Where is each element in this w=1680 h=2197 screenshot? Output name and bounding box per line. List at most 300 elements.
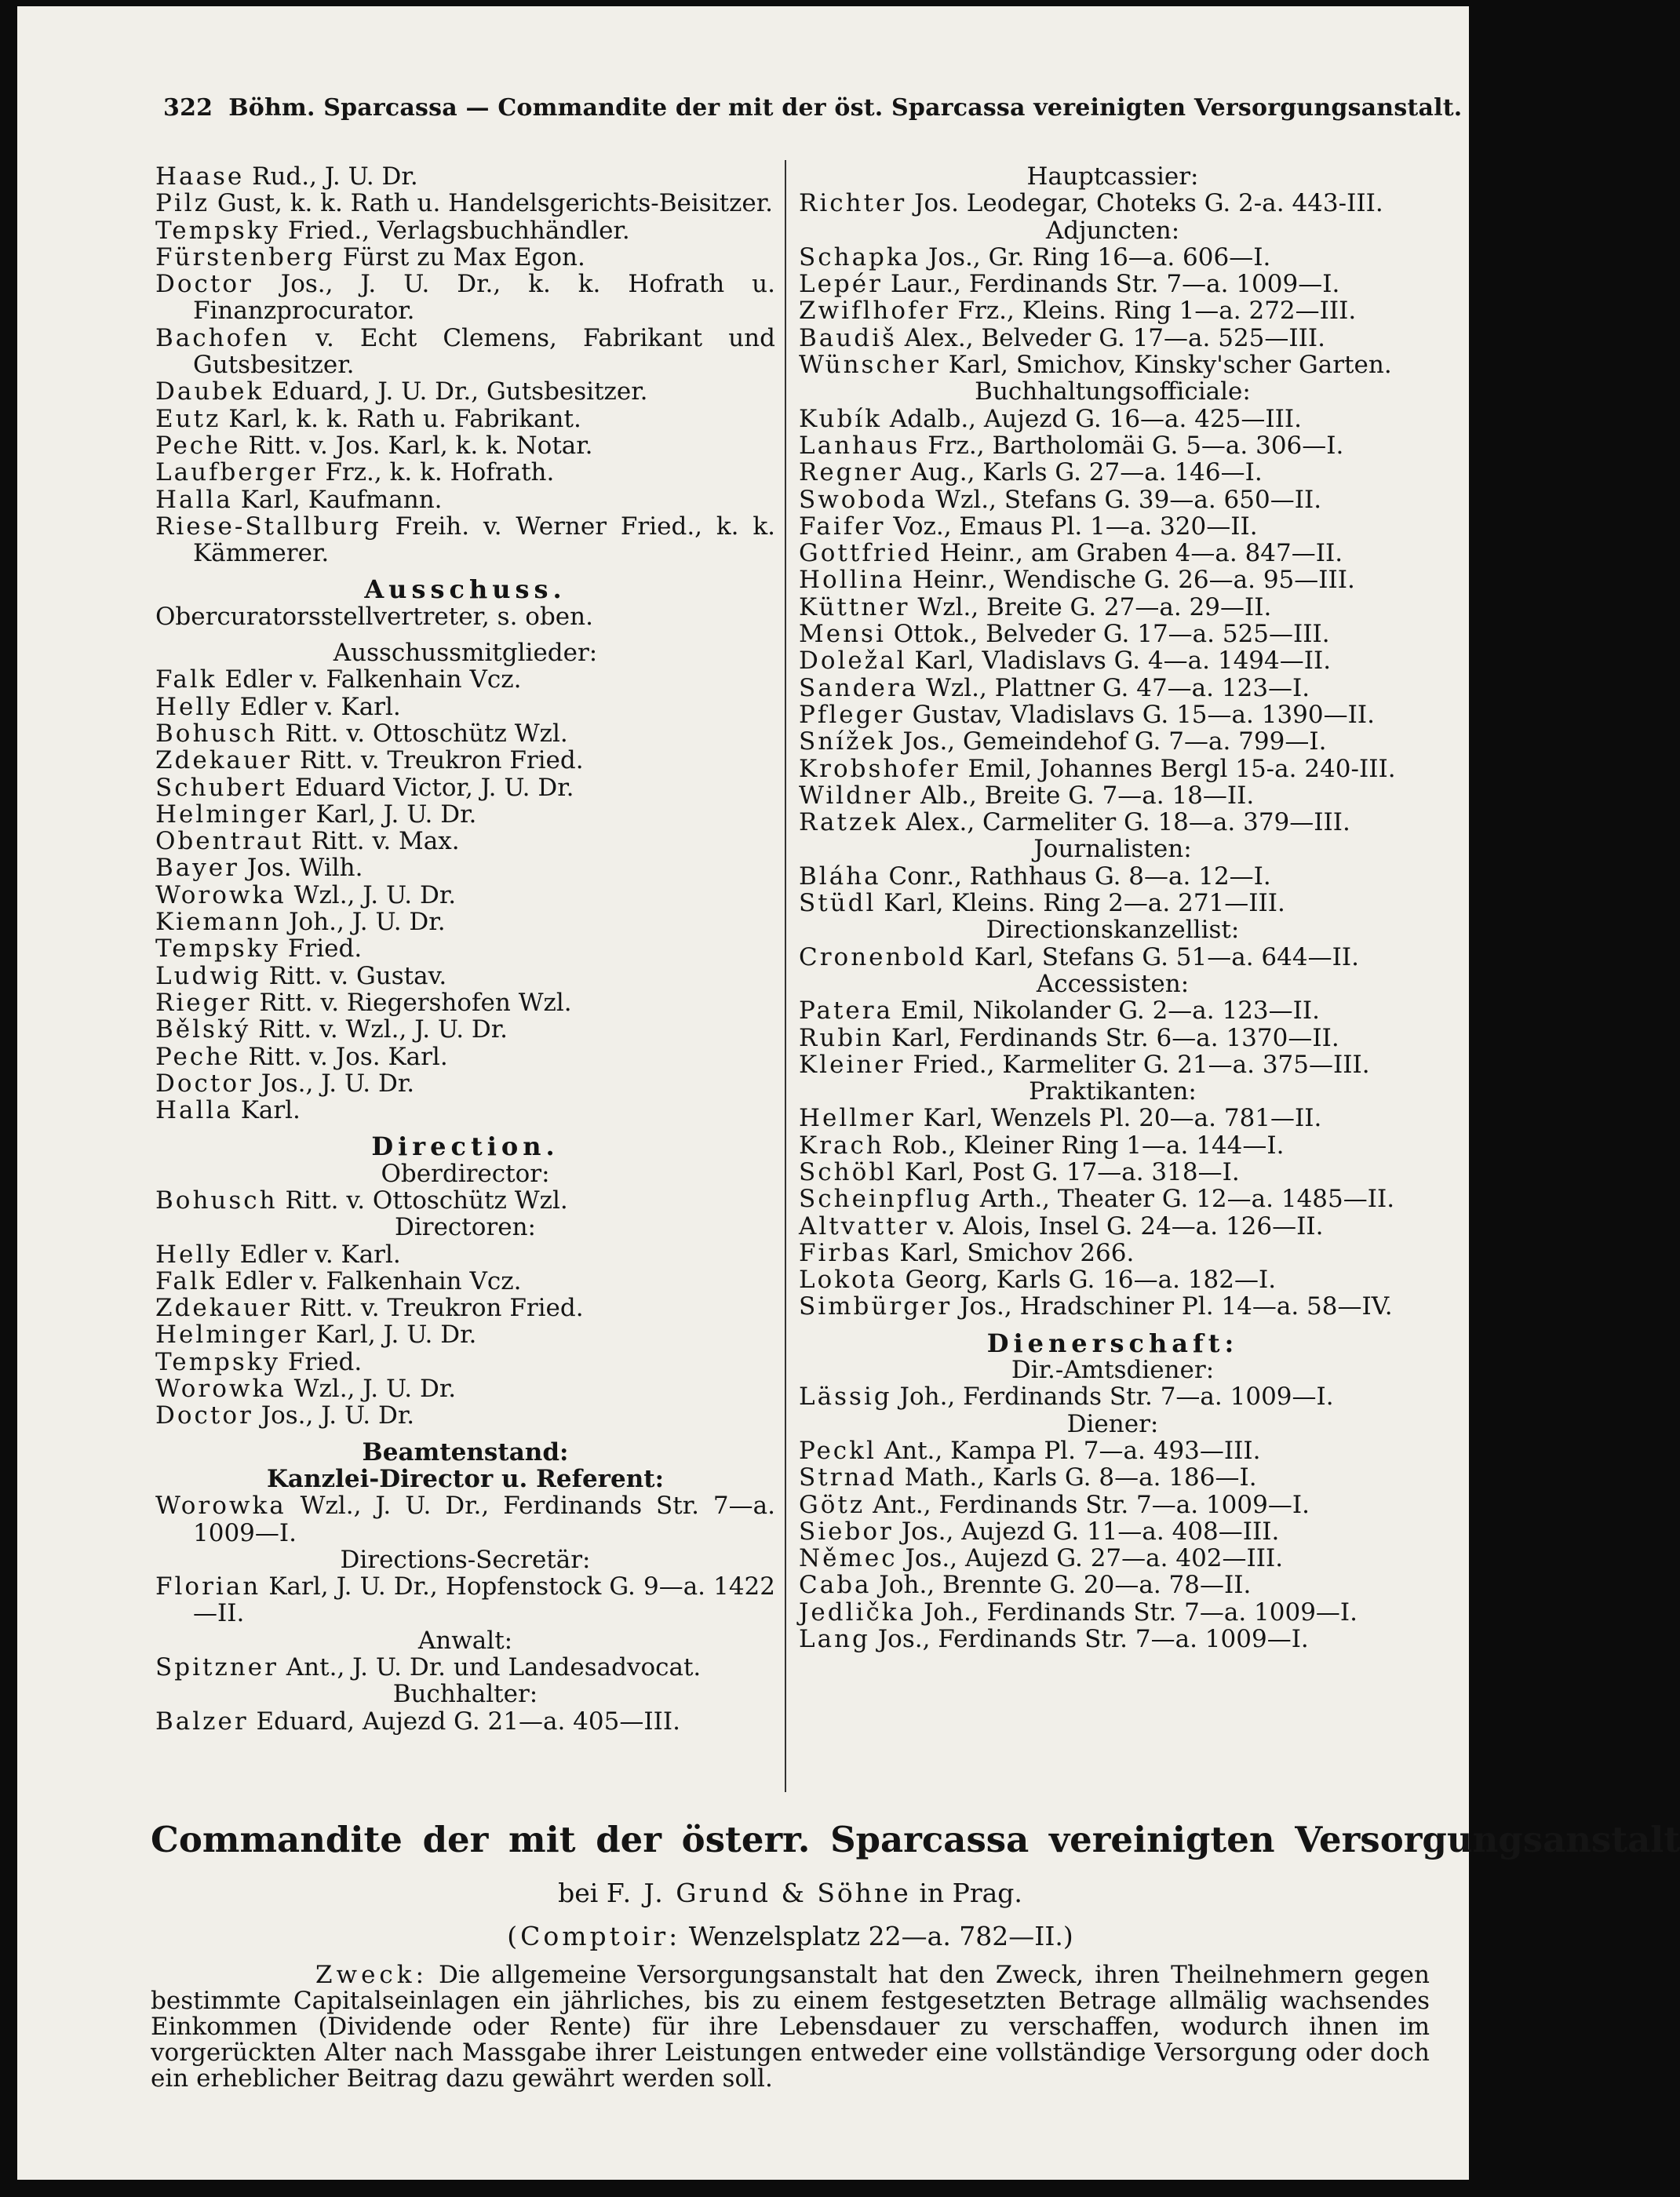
comptoir-line xyxy=(151,1921,1430,1951)
list-entry xyxy=(799,1572,1427,1598)
entry-details: Jos., Aujezd G. 11—a. 408—III. xyxy=(901,1517,1280,1546)
anwalt-list xyxy=(155,1654,775,1681)
entry-name: Lokota xyxy=(799,1266,898,1295)
entry-details: Karl. xyxy=(240,1096,301,1125)
list-entry xyxy=(155,1070,775,1097)
list-entry xyxy=(155,720,775,747)
entry-name: Falk xyxy=(155,665,217,694)
list-entry xyxy=(799,1383,1427,1410)
entry-name: Jedlička xyxy=(799,1598,917,1627)
entry-name: Halla xyxy=(155,1096,233,1125)
entry-name: Bohusch xyxy=(155,719,278,748)
entry-name: Peche xyxy=(155,1042,241,1071)
entry-name: Firbas xyxy=(799,1238,892,1267)
firm-name: F. J. Grund & Söhne xyxy=(606,1878,911,1908)
list-entry xyxy=(799,297,1427,324)
right-column xyxy=(799,163,1427,1652)
list-entry xyxy=(799,406,1427,432)
heading-amtsdiener: Dir.-Amtsdiener: xyxy=(1011,1356,1215,1385)
entry-details: Karl, Smichov, Kinsky'scher Garten. xyxy=(948,351,1392,380)
list-entry xyxy=(799,621,1427,647)
header-title: Böhm. Sparcassa — Commandite der mit der öst. Sparcassa vereinigten Versorgungsanstalt. xyxy=(228,94,1463,122)
list-entry xyxy=(155,1295,775,1321)
entry-name: Doctor xyxy=(155,1401,253,1430)
entry-name: Lässig xyxy=(799,1383,892,1412)
entry-name: Lang xyxy=(799,1625,870,1654)
entry-details: Eduard, Aujezd G. 21—a. 405—III. xyxy=(256,1707,680,1736)
hauptcassier-list xyxy=(799,190,1427,217)
document-page xyxy=(17,6,1680,2180)
entry-details: Ritt. v. Jos. Karl. xyxy=(248,1042,448,1071)
entry-details: Emil, Nikolander G. 2—a. 123—II. xyxy=(900,996,1320,1026)
heading-journalisten: Journalisten: xyxy=(1033,835,1192,864)
list-entry xyxy=(155,1654,775,1681)
entry-details: Wzl., J. U. Dr., Ferdinands Str. 7—a. 1009—I. xyxy=(193,1492,775,1547)
list-entry xyxy=(799,1599,1427,1626)
entry-name: Peche xyxy=(155,431,241,460)
entry-name: Kleiner xyxy=(799,1050,906,1079)
list-entry xyxy=(155,989,775,1016)
entry-details: Alex., Carmeliter G. 18—a. 379—III. xyxy=(906,808,1350,837)
entry-details: Jos. Wilh. xyxy=(246,854,363,883)
heading-oberdirector: Oberdirector: xyxy=(381,1159,550,1188)
adjuncten-list xyxy=(799,244,1427,378)
entry-name: Haase xyxy=(155,162,245,191)
buchhaltung-list xyxy=(799,406,1427,836)
kanzellist-list xyxy=(799,944,1427,971)
section-title-ausschuss: Ausschuss. xyxy=(364,574,567,605)
entry-name: Ratzek xyxy=(799,808,898,837)
comptoir-label: (Comptoir: xyxy=(507,1921,681,1951)
list-entry xyxy=(155,1349,775,1375)
column-divider xyxy=(785,160,786,1792)
entry-details: Karl, J. U. Dr. xyxy=(315,1321,477,1350)
directoren-list xyxy=(155,1241,775,1430)
list-entry xyxy=(155,1097,775,1124)
entry-name: Scheinpflug xyxy=(799,1185,972,1214)
commandite-subtitle xyxy=(151,1878,1430,1908)
oberdirector-list xyxy=(155,1187,775,1214)
entry-details: Gust, k. k. Rath u. Handelsgerichts-Beisitzer. xyxy=(217,189,774,218)
entry-details: Jos., Ferdinands Str. 7—a. 1009—I. xyxy=(877,1625,1309,1654)
list-entry xyxy=(799,809,1427,836)
list-entry xyxy=(155,854,775,881)
running-header xyxy=(163,94,1463,122)
entry-details: Edler v. Karl. xyxy=(239,1240,401,1269)
entry-name: Swoboda xyxy=(799,485,928,514)
entry-name: Helly xyxy=(155,1240,232,1269)
entry-details: Ritt. v. Ottoschütz Wzl. xyxy=(285,1186,568,1215)
entry-details: Karl, J. U. Dr., Hopfenstock G. 9—a. 1422—II. xyxy=(193,1572,775,1628)
list-entry xyxy=(799,486,1427,513)
list-entry xyxy=(155,1375,775,1402)
entry-name: Tempsky xyxy=(155,1347,281,1376)
entry-name: Simbürger xyxy=(799,1292,953,1321)
list-entry xyxy=(155,190,775,217)
list-entry xyxy=(799,647,1427,674)
entry-details: Karl, Post G. 17—a. 318—I. xyxy=(904,1157,1240,1186)
entry-name: Bayer xyxy=(155,854,239,883)
entry-details: Voz., Emaus Pl. 1—a. 320—II. xyxy=(893,512,1258,541)
kanzlei-list xyxy=(155,1492,775,1547)
entry-details: Wzl., Plattner G. 47—a. 123—I. xyxy=(926,673,1310,702)
entry-details: Edler v. Falkenhain Vcz. xyxy=(224,1266,522,1295)
entry-name: Altvatter xyxy=(799,1211,929,1241)
entry-name: Kiemann xyxy=(155,908,282,937)
entry-name: Doctor xyxy=(155,270,253,299)
heading-buchhaltungsofficiale: Buchhaltungsofficiale: xyxy=(975,377,1251,406)
entry-details: Wzl., J. U. Dr. xyxy=(293,1375,457,1404)
entry-details: Jos. Leodegar, Choteks G. 2-a. 443-III. xyxy=(914,189,1383,218)
list-entry xyxy=(155,271,775,325)
list-entry xyxy=(799,944,1427,971)
entry-name: Wildner xyxy=(799,781,913,810)
entry-details: Ritt. v. Treukron Fried. xyxy=(300,746,584,775)
entry-name: Siebor xyxy=(799,1517,894,1546)
list-entry xyxy=(799,190,1427,217)
entry-details: Joh., Brennte G. 20—a. 78—II. xyxy=(879,1571,1252,1600)
entry-details: Jos., J. U. Dr., k. k. Hofrath u. Finanzprocurator. xyxy=(193,270,775,326)
entry-name: Krach xyxy=(799,1131,884,1160)
left-column xyxy=(155,163,775,1735)
list-entry xyxy=(799,701,1427,728)
list-entry xyxy=(799,1105,1427,1131)
entry-name: Mensi xyxy=(799,620,886,649)
entry-name: Němec xyxy=(799,1544,898,1573)
list-entry xyxy=(799,540,1427,567)
entry-name: Zdekauer xyxy=(155,746,293,775)
heading-accessisten: Accessisten: xyxy=(1036,969,1190,998)
list-entry xyxy=(799,1159,1427,1186)
entry-name: Daubek xyxy=(155,377,264,406)
entry-name: Zdekauer xyxy=(155,1294,293,1323)
list-entry xyxy=(155,801,775,828)
entry-name: Ludwig xyxy=(155,961,261,990)
entry-name: Spitzner xyxy=(155,1653,279,1682)
secretaer-list xyxy=(155,1573,775,1627)
entry-name: Doležal xyxy=(799,647,907,676)
entry-details: Gustav, Vladislavs G. 15—a. 1390—II. xyxy=(912,700,1375,729)
entry-details: Aug., Karls G. 27—a. 146—I. xyxy=(910,458,1263,487)
list-entry xyxy=(155,1016,775,1043)
entry-name: Worowka xyxy=(155,1492,286,1521)
list-entry xyxy=(155,1492,775,1547)
entry-name: Florian xyxy=(155,1572,261,1601)
entry-name: Doctor xyxy=(155,1069,253,1098)
entry-name: Helminger xyxy=(155,1321,308,1350)
list-entry xyxy=(155,163,775,190)
heading-adjuncten: Adjuncten: xyxy=(1045,216,1180,245)
entry-name: Schöbl xyxy=(799,1157,897,1186)
list-entry xyxy=(799,728,1427,755)
list-entry xyxy=(799,1464,1427,1491)
curators-list xyxy=(155,163,775,567)
list-entry xyxy=(799,459,1427,486)
entry-details: Conr., Rathhaus G. 8—a. 12—I. xyxy=(888,862,1271,891)
entry-name: Gottfried xyxy=(799,539,932,568)
subtitle-suffix: in Prag. xyxy=(919,1878,1022,1908)
entry-name: Patera xyxy=(799,996,894,1026)
entry-details: Eduard Victor, J. U. Dr. xyxy=(294,773,574,802)
entry-details: Karl, Kaufmann. xyxy=(240,485,443,514)
entry-details: Math., Karls G. 8—a. 186—I. xyxy=(904,1463,1257,1492)
praktikanten-list xyxy=(799,1105,1427,1320)
entry-details: Ritt. v. Wzl., J. U. Dr. xyxy=(258,1015,508,1044)
entry-details: Karl, Smichov 266. xyxy=(899,1238,1135,1267)
list-entry xyxy=(155,513,775,567)
entry-details: Freih. v. Werner Fried., k. k. Kämmerer. xyxy=(193,512,775,568)
list-entry xyxy=(155,909,775,935)
entry-details: Jos., Aujezd G. 27—a. 402—III. xyxy=(905,1544,1284,1573)
list-entry xyxy=(155,1187,775,1214)
entry-name: Wünscher xyxy=(799,351,941,380)
heading-hauptcassier: Hauptcassier: xyxy=(1026,162,1199,191)
zweck-label: Zweck: xyxy=(315,1961,428,1989)
commandite-title: Commandite der mit der österr. Sparcassa vereinigten Versorgungsanstalt xyxy=(151,1819,1680,1860)
list-entry xyxy=(155,1708,775,1735)
entry-name: Tempsky xyxy=(155,935,281,964)
section-title-dienerschaft: Dienerschaft: xyxy=(986,1328,1239,1358)
entry-details: Frz., k. k. Hofrath. xyxy=(325,458,555,487)
list-entry xyxy=(799,1186,1427,1212)
entry-name: Bachofen xyxy=(155,323,290,352)
list-entry xyxy=(799,782,1427,809)
entry-details: Ritt. v. Jos. Karl, k. k. Notar. xyxy=(248,431,593,460)
ausschussmitglieder-list xyxy=(155,666,775,1124)
entry-details: Heinr., Wendische G. 26—a. 95—III. xyxy=(912,566,1355,595)
comptoir-address: Wenzelsplatz 22—a. 782—II.) xyxy=(688,1921,1073,1951)
entry-details: Ritt. v. Riegershofen Wzl. xyxy=(259,988,572,1017)
list-entry xyxy=(799,1132,1427,1159)
entry-details: Fried. xyxy=(287,1347,363,1376)
entry-name: Faifer xyxy=(799,512,886,541)
zweck-text: Die allgemeine Versorgungsanstalt hat den Zweck, ihren Theilnehmern gegen bestimmte Capitalseinlagen ein jährliches, bis zu einem festgesetzten Betrage allmälig wachsendes Einkommen (Dividende oder Rente) für ihre Lebensdauer zu verschaffen, wodurch ihnen im vorgerückten Alter nach Massgabe ihrer Leistungen entweder eine vollständige Versorgung oder doch ein erheblicher Beitrag dazu gewährt werden soll. xyxy=(151,1961,1430,2093)
journalisten-list xyxy=(799,863,1427,917)
entry-details: Laur., Ferdinands Str. 7—a. 1009—I. xyxy=(890,270,1340,299)
entry-details: Joh., Ferdinands Str. 7—a. 1009—I. xyxy=(923,1598,1358,1627)
entry-details: Karl, Ferdinands Str. 6—a. 1370—II. xyxy=(891,1023,1339,1052)
entry-name: Balzer xyxy=(155,1707,249,1736)
subtitle-prefix: bei xyxy=(558,1878,599,1908)
list-entry xyxy=(155,432,775,459)
entry-details: Wzl., J. U. Dr. xyxy=(293,880,457,909)
entry-name: Krobshofer xyxy=(799,754,960,783)
list-entry xyxy=(155,747,775,774)
diener-list xyxy=(799,1437,1427,1652)
list-entry xyxy=(799,432,1427,459)
entry-details: Fried., Karmeliter G. 21—a. 375—III. xyxy=(913,1050,1370,1079)
entry-details: Alb., Breite G. 7—a. 18—II. xyxy=(920,781,1255,810)
buchhalter-list xyxy=(155,1708,775,1735)
list-entry xyxy=(799,352,1427,378)
list-entry xyxy=(155,1268,775,1295)
zweck-paragraph xyxy=(151,1962,1430,2092)
entry-details: Karl, Stefans G. 51—a. 644—II. xyxy=(974,942,1359,971)
heading-beamtenstand: Beamtenstand: xyxy=(362,1437,569,1466)
list-entry xyxy=(799,1437,1427,1464)
entry-name: Hellmer xyxy=(799,1104,916,1133)
entry-name: Regner xyxy=(799,458,903,487)
list-entry xyxy=(799,1545,1427,1572)
entry-name: Kubík xyxy=(799,404,882,433)
entry-details: Jos., Gr. Ring 16—a. 606—I. xyxy=(928,242,1271,271)
entry-name: Snížek xyxy=(799,727,895,756)
page-number: 322 xyxy=(163,94,213,122)
heading-directionskanzellist: Directionskanzellist: xyxy=(986,916,1240,945)
list-entry xyxy=(155,378,775,405)
entry-name: Tempsky xyxy=(155,216,281,245)
entry-name: Lepér xyxy=(799,270,883,299)
entry-details: Ant., Ferdinands Str. 7—a. 1009—I. xyxy=(873,1490,1310,1519)
heading-directions-secretaer: Directions-Secretär: xyxy=(340,1545,591,1574)
entry-name: Helly xyxy=(155,692,232,721)
list-entry xyxy=(155,459,775,486)
list-entry xyxy=(799,1626,1427,1652)
list-entry xyxy=(799,997,1427,1024)
entry-name: Baudiš xyxy=(799,323,897,352)
list-entry xyxy=(799,1518,1427,1545)
heading-ausschussmitglieder: Ausschussmitglieder: xyxy=(333,639,598,668)
entry-details: v. Alois, Insel G. 24—a. 126—II. xyxy=(936,1211,1324,1241)
entry-name: Lanhaus xyxy=(799,431,920,460)
list-entry xyxy=(155,244,775,271)
entry-details: Heinr., am Graben 4—a. 847—II. xyxy=(939,539,1343,568)
section-title-direction: Direction. xyxy=(371,1131,559,1162)
heading-diener: Diener: xyxy=(1066,1409,1159,1438)
entry-name: Peckl xyxy=(799,1436,876,1465)
entry-details: Adalb., Aujezd G. 16—a. 425—III. xyxy=(889,404,1302,433)
list-entry xyxy=(155,828,775,854)
list-entry xyxy=(155,1321,775,1348)
list-entry xyxy=(155,935,775,962)
entry-details: Fürst zu Max Egon. xyxy=(342,242,585,271)
list-entry xyxy=(155,1573,775,1627)
entry-name: Rieger xyxy=(155,988,252,1017)
entry-details: Karl, J. U. Dr. xyxy=(315,800,477,829)
list-entry xyxy=(155,1241,775,1268)
entry-name: Hollina xyxy=(799,566,905,595)
entry-details: Jos., Hradschiner Pl. 14—a. 58—IV. xyxy=(960,1292,1393,1321)
entry-details: Ritt. v. Max. xyxy=(311,827,460,856)
list-entry xyxy=(155,1044,775,1070)
entry-name: Halla xyxy=(155,485,233,514)
entry-details: Karl, Wenzels Pl. 20—a. 781—II. xyxy=(923,1104,1322,1133)
entry-name: Küttner xyxy=(799,592,910,621)
heading-kanzlei-director: Kanzlei-Director u. Referent: xyxy=(266,1464,665,1493)
list-entry xyxy=(799,890,1427,916)
entry-details: Karl, Vladislavs G. 4—a. 1494—II. xyxy=(914,647,1332,676)
entry-details: Frz., Kleins. Ring 1—a. 272—III. xyxy=(957,297,1357,326)
entry-name: Zwiflhofer xyxy=(799,297,950,326)
entry-name: Caba xyxy=(799,1571,872,1600)
heading-praktikanten: Praktikanten: xyxy=(1029,1077,1197,1106)
entry-name: Bělský xyxy=(155,1015,251,1044)
list-entry xyxy=(155,666,775,693)
entry-details: Joh., Ferdinands Str. 7—a. 1009—I. xyxy=(899,1383,1334,1412)
entry-name: Sandera xyxy=(799,673,919,702)
list-entry xyxy=(799,594,1427,621)
list-entry xyxy=(155,1402,775,1429)
entry-details: Alex., Belveder G. 17—a. 525—III. xyxy=(904,323,1325,352)
entry-details: Arth., Theater G. 12—a. 1485—II. xyxy=(979,1185,1395,1214)
entry-details: Edler v. Falkenhain Vcz. xyxy=(224,665,522,694)
list-entry xyxy=(155,963,775,989)
entry-name: Götz xyxy=(799,1490,866,1519)
entry-name: Worowka xyxy=(155,1375,286,1404)
list-entry xyxy=(799,567,1427,593)
entry-details: Fried., Verlagsbuchhändler. xyxy=(287,216,630,245)
entry-name: Eutz xyxy=(155,404,221,433)
entry-details: Ant., J. U. Dr. und Landesadvocat. xyxy=(286,1653,702,1682)
entry-name: Bláha xyxy=(799,862,881,891)
heading-directoren: Directoren: xyxy=(395,1213,536,1242)
entry-details: Ottok., Belveder G. 17—a. 525—III. xyxy=(893,620,1330,649)
list-entry xyxy=(155,694,775,720)
entry-details: Ritt. v. Ottoschütz Wzl. xyxy=(285,719,568,748)
list-entry xyxy=(799,1240,1427,1266)
entry-name: Rubin xyxy=(799,1023,884,1052)
entry-name: Obentraut xyxy=(155,827,304,856)
entry-name: Riese-Stallburg xyxy=(155,512,381,541)
list-entry xyxy=(799,1213,1427,1240)
entry-name: Worowka xyxy=(155,880,286,909)
list-entry xyxy=(799,325,1427,352)
list-entry xyxy=(155,486,775,513)
list-entry xyxy=(155,217,775,244)
entry-details: Rob., Kleiner Ring 1—a. 144—I. xyxy=(891,1131,1285,1160)
entry-name: Helminger xyxy=(155,800,308,829)
list-entry xyxy=(799,1025,1427,1051)
heading-buchhalter: Buchhalter: xyxy=(392,1680,538,1709)
list-entry xyxy=(155,774,775,801)
entry-details: Georg, Karls G. 16—a. 182—I. xyxy=(905,1266,1277,1295)
entry-name: Schapka xyxy=(799,242,921,271)
entry-name: Bohusch xyxy=(155,1186,278,1215)
entry-name: Pilz xyxy=(155,189,210,218)
entry-details: Eduard, J. U. Dr., Gutsbesitzer. xyxy=(271,377,648,406)
entry-name: Cronenbold xyxy=(799,942,967,971)
list-entry xyxy=(799,1492,1427,1518)
entry-details: Emil, Johannes Bergl 15-a. 240-III. xyxy=(968,754,1396,783)
entry-details: Jos., Gemeindehof G. 7—a. 799—I. xyxy=(902,727,1327,756)
commandite-section xyxy=(151,1819,1680,2093)
list-entry xyxy=(799,1051,1427,1078)
list-entry xyxy=(799,1293,1427,1320)
entry-name: Fürstenberg xyxy=(155,242,335,271)
entry-details: Wzl., Breite G. 27—a. 29—II. xyxy=(917,592,1272,621)
entry-details: Edler v. Karl. xyxy=(239,692,401,721)
list-entry xyxy=(799,675,1427,701)
entry-details: Ritt. v. Gustav. xyxy=(268,961,447,990)
accessisten-list xyxy=(799,997,1427,1078)
list-entry xyxy=(799,1266,1427,1293)
entry-name: Pfleger xyxy=(799,700,905,729)
list-entry xyxy=(155,406,775,432)
entry-details: Jos., J. U. Dr. xyxy=(261,1401,415,1430)
entry-name: Laufberger xyxy=(155,458,318,487)
list-entry xyxy=(799,863,1427,890)
entry-details: Jos., J. U. Dr. xyxy=(261,1069,415,1098)
entry-name: Richter xyxy=(799,189,907,218)
entry-details: Ritt. v. Treukron Fried. xyxy=(300,1294,584,1323)
entry-name: Schubert xyxy=(155,773,287,802)
entry-details: Frz., Bartholomäi G. 5—a. 306—I. xyxy=(927,431,1344,460)
list-entry xyxy=(799,271,1427,297)
list-entry xyxy=(799,244,1427,271)
entry-details: Fried. xyxy=(287,935,363,964)
entry-details: Ant., Kampa Pl. 7—a. 493—III. xyxy=(884,1436,1261,1465)
entry-name: Strnad xyxy=(799,1463,897,1492)
